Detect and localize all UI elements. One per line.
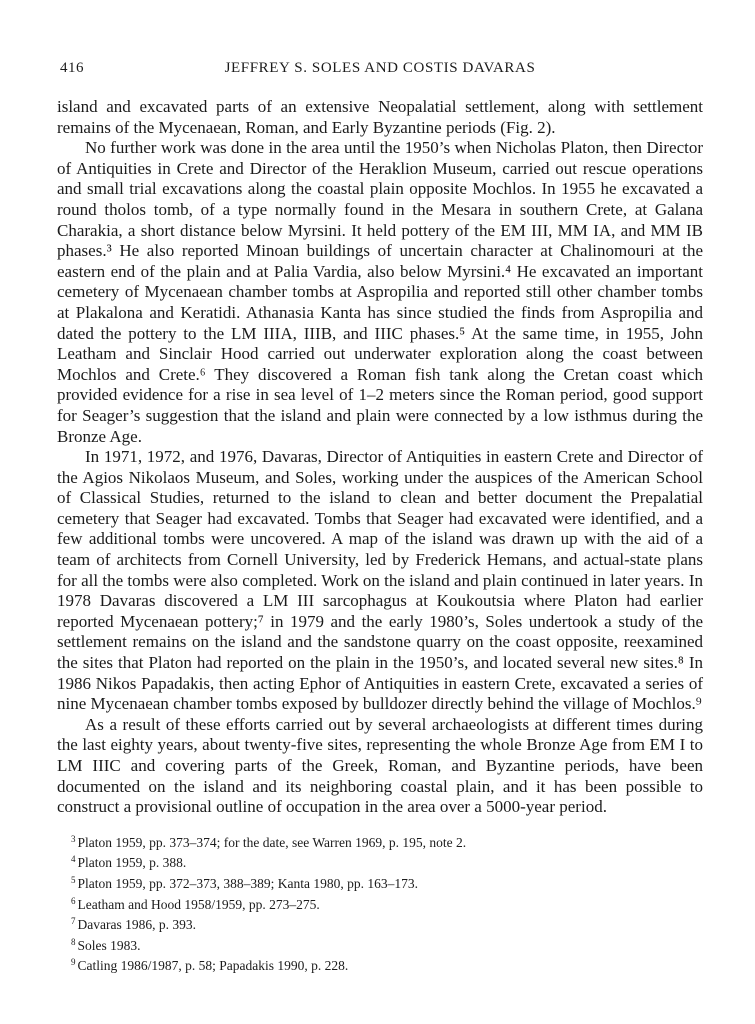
paragraph-davaras-soles: In 1971, 1972, and 1976, Davaras, Director of Antiquities in eastern Crete and Director of the Agios Nikolaos Museum, and Soles, working under the auspices of the American School of Classical Studies, returned to the island to clean and better document the Prepalatial cemetery that Seager had excavated. Tombs that Seager had excavated were identified, and a few additional tombs were uncovered. A map of the island was drawn up with the aid of a team of architects from Cornell University, led by Frederick Hemans, and actual-state plans for all the tombs were also completed. Work on the island and plain continued in later years. In 1978 Davaras discovered a LM III sarcophagus at Koukoutsia where Platon had earlier reported Mycenaean pottery;⁷ in 1979 and the early 1980’s, Soles undertook a study of the settlement remains on the island and the sandstone quarry on the coast opposite, reexamined the sites that Platon had reported on the plain in the 1950’s, and located several new sites.⁸ In 1986 Nikos Papadakis, then acting Ephor of Antiquities in eastern Crete, excavated a series of nine Mycenaean chamber tombs exposed by bulldozer directly behind the village of Mochlos.⁹ [57,447,703,714]
footnote-text: Platon 1959, p. 388. [77,855,187,871]
running-title: JEFFREY S. SOLES AND COSTIS DAVARAS [224,60,536,76]
footnote-text: Soles 1983. [77,937,141,953]
paragraph-platon-rescue: No further work was done in the area until the 1950’s when Nicholas Platon, then Director of Antiquities in Crete and Director of the Heraklion Museum, carried out rescue operations and small trial excavations along the coastal plain opposite Mochlos. In 1955 he excavated a round tholos tomb, of a type normally found in the Mesara in southern Crete, at Galana Charakia, a short distance below Myrsini. It held pottery of the EM III, MM IA, and MM IB phases.³ He also reported Minoan buildings of uncertain character at Chalinomouri at the eastern end of the plain and at Palia Vardia, also below Myrsini.⁴ He excavated an important cemetery of Mycenaean chamber tombs at Aspropilia and reported still other chamber tombs at Plakalona and Keratidi. Athanasia Kanta has since studied the finds from Aspropilia and dated the pottery to the LM IIIA, IIIB, and IIIC phases.⁵ At the same time, in 1955, John Leatham and Sinclair Hood carried out underwater exploration along the coast between Mochlos and Crete.⁶ They discovered a Roman fish tank along the Cretan coast which provided evidence for a rise in sea level of 1–2 meters since the Roman period, good support for Seager’s suggestion that the island and plain were connected by a low isthmus during the Bronze Age. [57,138,703,446]
footnote-6 [57,893,703,914]
footnote-text: Platon 1959, pp. 373–374; for the date, see Warren 1969, p. 195, note 2. [77,834,467,850]
footnote-text: Platon 1959, pp. 372–373, 388–389; Kanta 1980, pp. 163–173. [77,875,418,891]
footnote-text: Davaras 1986, p. 393. [77,917,196,933]
page-content [57,60,703,975]
footnote-marker: 8 [71,936,76,947]
page-number: 416 [60,60,84,76]
footnote-marker: 5 [71,874,76,885]
footnote-text: Leatham and Hood 1958/1959, pp. 273–275. [77,896,320,912]
article-body [57,97,703,818]
footnote-marker: 4 [71,854,76,865]
running-head [57,60,703,80]
footnote-marker: 6 [71,895,76,906]
footnote-8 [57,934,703,955]
footnote-7 [57,913,703,934]
footnote-5 [57,872,703,893]
footnote-4 [57,851,703,872]
footnote-3 [57,831,703,852]
footnote-marker: 7 [71,916,76,927]
paragraph-summary: As a result of these efforts carried out by several archaeologists at different times during the last eighty years, about twenty-five sites, representing the whole Bronze Age from EM I to LM IIIC and covering parts of the Greek, Roman, and Byzantine periods, have been documented on the island and its neighboring coastal plain, and it has been possible to construct a provisional outline of occupation in the area over a 5000-year period. [57,714,703,817]
paragraph-continuation: island and excavated parts of an extensive Neopalatial settlement, along with settlement remains of the Mycenaean, Roman, and Early Byzantine periods (Fig. 2). [57,97,703,137]
footnotes-section [57,831,703,975]
footnote-text: Catling 1986/1987, p. 58; Papadakis 1990, p. 228. [77,958,349,974]
footnote-marker: 9 [71,957,76,968]
footnote-9 [57,954,703,975]
footnote-marker: 3 [71,833,76,844]
